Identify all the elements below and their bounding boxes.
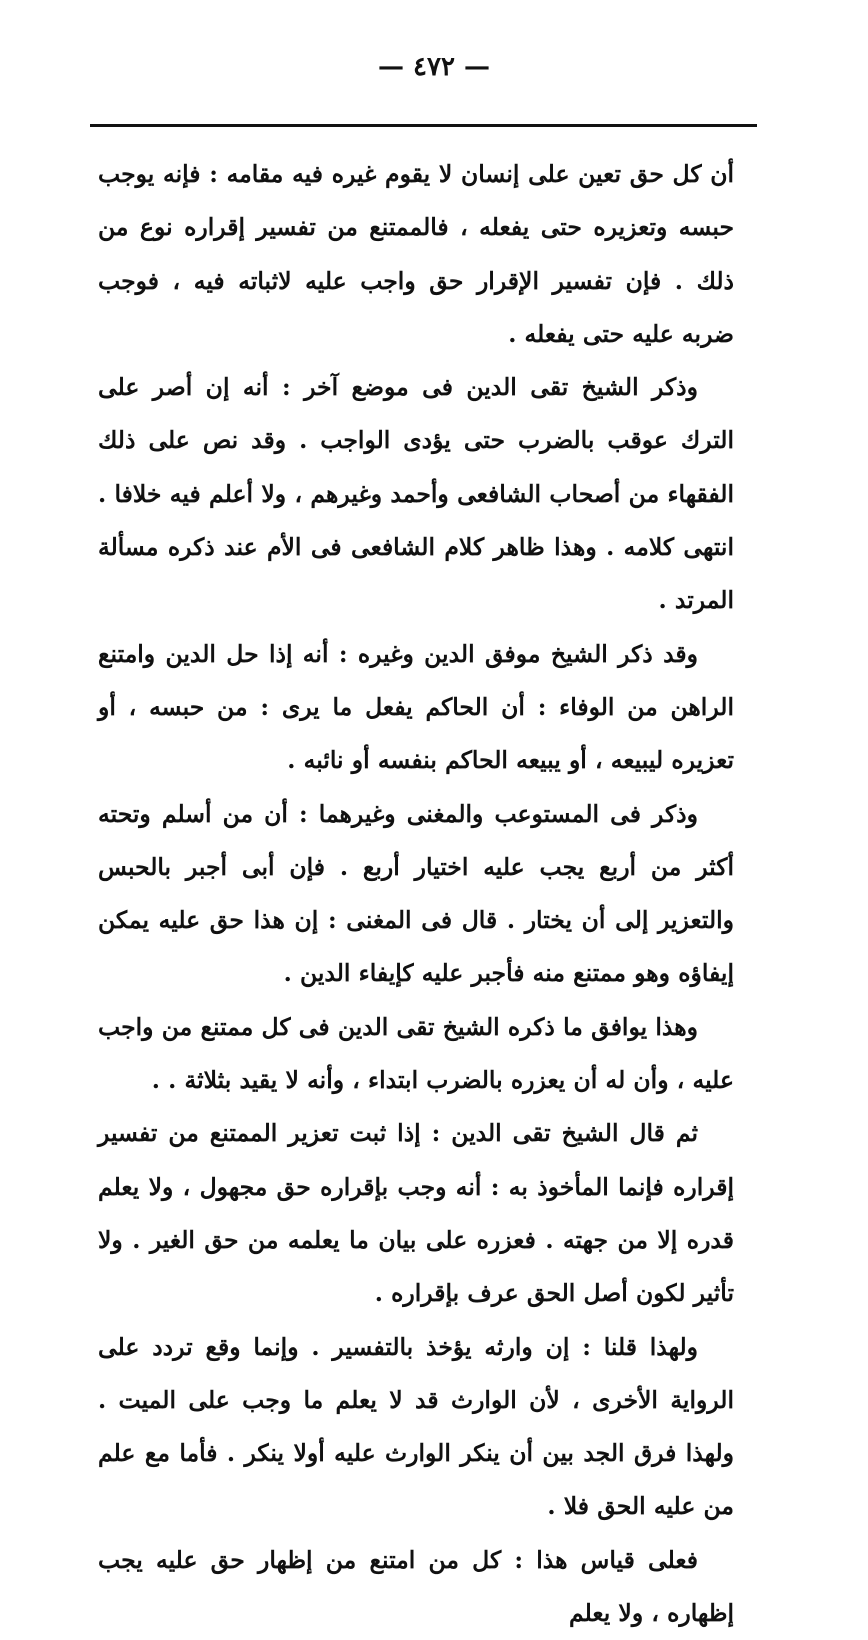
paragraph: وذكر فى المستوعب والمغنى وغيرهما : أن من أسلم وتحته أكثر من أربع يجب عليه اختيار أربع . فإن أبى أجبر بالحبس والتعزير إلى أن يختار . قال فى المغنى : إن هذا حق عليه يمكن إيفاؤه وهو ممتنع منه فأجبر عليه كإيفاء الدين . <box>98 799 734 988</box>
body-text <box>98 148 734 1640</box>
paragraph: وذكر الشيخ تقى الدين فى موضع آخر : أنه إن أصر على الترك عوقب بالضرب حتى يؤدى الواجب . وقد نص على ذلك الفقهاء من أصحاب الشافعى وأحمد وغيرهم ، ولا أعلم فيه خلافا . انتهى كلامه . وهذا ظاهر كلام الشافعى فى الأم عند ذكره مسألة المرتد . <box>98 373 734 615</box>
paragraph: أن كل حق تعين على إنسان لا يقوم غيره فيه مقامه : فإنه يوجب حبسه وتعزيره حتى يفعله ، فالممتنع من تفسير إقراره نوع من ذلك . فإن تفسير الإقرار حق واجب عليه لاثباته فيه ، فوجب ضربه عليه حتى يفعله . <box>98 160 734 348</box>
header-rule <box>90 124 757 127</box>
paragraph: فعلى قياس هذا : كل من امتنع من إظهار حق عليه يجب إظهاره ، ولا يعلم <box>98 1545 734 1628</box>
paragraph: وهذا يوافق ما ذكره الشيخ تقى الدين فى كل ممتنع من واجب عليه ، وأن له أن يعزره بالضرب ابتداء ، وأنه لا يقيد بثلاثة . . <box>98 1012 734 1095</box>
paragraph: ثم قال الشيخ تقى الدين : إذا ثبت تعزير الممتنع من تفسير إقراره فإنما المأخوذ به : أنه وجب بإقراره حق مجهول ، ولا يعلم قدره إلا من جهته . فعزره على بيان ما يعلمه من حق الغير . ولا تأثير لكون أصل الحق عرف بإقراره . <box>98 1119 734 1308</box>
paragraph: ولهذا قلنا : إن وارثه يؤخذ بالتفسير . وإنما وقع تردد على الرواية الأخرى ، لأن الوارث قد لا يعلم ما وجب على الميت . ولهذا فرق الجد بين أن ينكر الوارث عليه أولا ينكر . فأما مع علم من عليه الحق فلا . <box>98 1332 734 1521</box>
paragraph: وقد ذكر الشيخ موفق الدين وغيره : أنه إذا حل الدين وامتنع الراهن من الوفاء : أن الحاكم يفعل ما يرى : من حبسه ، أو تعزيره ليبيعه ، أو يبيعه الحاكم بنفسه أو نائبه . <box>98 639 734 775</box>
page-number: — ٤٧٢ — <box>377 52 491 82</box>
